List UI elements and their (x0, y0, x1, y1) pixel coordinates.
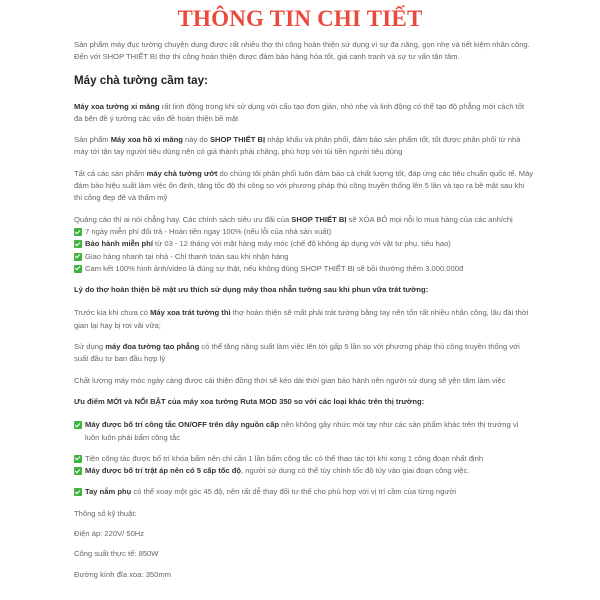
paragraph-7: Chất lượng máy móc ngày càng được cải thiện đồng thời sẽ kéo dài thời gian bảo hành nên người sử dụng sẽ yên tâm làm việc (74, 375, 506, 385)
bold-text: Bảo hành miễn phí (85, 239, 153, 249)
check-icon (74, 228, 82, 236)
bold-text: Máy xoa trát tường thì (150, 308, 231, 318)
advantage-text (85, 465, 469, 477)
advantage-item (74, 419, 534, 444)
advantages-list (74, 419, 534, 498)
benefit-item (74, 238, 534, 250)
advantage-item (74, 465, 534, 477)
advantage-text (85, 419, 534, 444)
benefit-item (74, 263, 534, 275)
text: rất linh động trong khi sử dụng với cấu tạo đơn giản, nhỏ nhẹ và linh động có thể tạo độ phẳng mới cách tốt đa bên đề ý tưởng các vấn đề hoàn thiện bề mặt (74, 101, 525, 123)
page-title: THÔNG TIN CHI TIẾT (177, 6, 423, 31)
paragraph-1 (74, 101, 534, 126)
advantage-text (85, 453, 483, 465)
advantage-text (85, 486, 456, 498)
specs-section (74, 508, 534, 581)
benefit-item (74, 251, 534, 263)
section-heading: Máy chà tường cầm tay: (74, 73, 208, 87)
bold-text: Tay nắm phụ (85, 487, 132, 497)
text: Tiện công tác được bố trí khóa bấm nên chỉ cần 1 lần bấm công tắc có thể thao tác tới khi xong 1 công đoạn nhất định (85, 453, 484, 463)
text: có thể tăng năng suất làm việc lên tới gấp 5 lần so với phương pháp thủ công truyền thống với suất đầu tư ban đầu hợp lý (74, 342, 520, 364)
text: Sử dụng (74, 342, 106, 352)
paragraph-3 (74, 168, 534, 205)
text: Cam kết 100% hình ảnh/video là đúng sự thật, nếu không đúng SHOP THIẾT BỊ sẽ bồi thường thêm 3.000.000đ (85, 263, 464, 273)
bold-text: máy đoa tường tạo phẳng (105, 342, 200, 352)
bold-text: SHOP THIẾT BỊ (209, 135, 266, 145)
check-icon (74, 253, 82, 261)
text: nhập khẩu và phân phối, đảm bảo sản phẩm tốt, tốt được phân phối từ nhà máy tới tận tay người tiêu dùng nên có giá thành phải chăng, phù hợp với túi tiền người tiêu dùng (74, 135, 521, 157)
spec-item: Đường kính đĩa xoa: 350mm (74, 569, 172, 579)
detail-content (74, 39, 534, 589)
bold-text: Máy được bố trí trật áp nên có 5 cấp tốc độ (85, 466, 242, 476)
bold-text: Máy xoa hồ xi măng (110, 135, 183, 145)
benefit-item (74, 226, 534, 238)
text: 7 ngày miễn phí đổi trả - Hoàn tiền ngay 100% (nếu lỗi của nhà sản xuất) (85, 226, 332, 236)
advantage-item (74, 486, 534, 498)
benefits-list (74, 226, 534, 275)
bold-text: Máy xoa tường xi măng (74, 101, 160, 111)
intro-paragraph: Sản phẩm máy đục tường chuyên dụng được rất nhiều thợ thi công hoàn thiện sử dụng vì sự đa năng, gọn nhẹ và tiết kiệm nhân công. Đến với SHOP THIẾT BỊ thợ thi công hoàn thiện được đảm bảo hàng hóa tốt, giá cạnh tranh và sự tư vấn tận tâm. (74, 40, 530, 62)
paragraph-4 (74, 214, 534, 226)
text: do chúng tôi phân phối luôn đảm bảo cả chất lượng tốt, đáp ứng các tiêu chuẩn quốc tế. Máy đảm bảo hiệu suất làm việc ổn định, tăng tốc độ thi công so với phương pháp thủ công truyền thống lên 5 lần và tạo ra bề mặt sau khi thi công đẹp đẽ và thẩm mỹ (74, 168, 534, 203)
text: Sản phẩm (74, 135, 111, 145)
benefit-text (85, 226, 331, 238)
text: , người sử dụng có thể tùy chỉnh tốc độ tùy vào giai đoạn công việc. (241, 466, 470, 476)
bold-text: Máy được bố trí công tắc ON/OFF trên dây nguồn cấp (85, 420, 280, 430)
text: sẽ XÓA BỎ mọi nỗi lo mua hàng của các anh/chị (346, 214, 513, 224)
check-icon (74, 455, 82, 463)
check-icon (74, 488, 82, 496)
check-icon (74, 421, 82, 429)
text: này do (182, 135, 210, 145)
text: Trước kia khi chưa có (74, 308, 151, 318)
paragraph-2 (74, 134, 534, 159)
text: Tất cả các sản phẩm (74, 168, 147, 178)
check-icon (74, 265, 82, 273)
text: từ 03 - 12 tháng với mặt hàng máy móc (chế độ không áp dụng với vật tư phụ, tiêu hao) (152, 239, 451, 249)
check-icon (74, 467, 82, 475)
paragraph-6 (74, 341, 534, 366)
benefit-text (85, 263, 463, 275)
benefit-text (85, 251, 289, 263)
text: Quảng cáo thì ai nói chẳng hay. Các chính sách siêu ưu đãi của (74, 214, 292, 224)
spec-item: Công suất thực tế: 850W (74, 549, 159, 559)
check-icon (74, 240, 82, 248)
reason-heading: Lý do thợ hoàn thiện bề mặt ưu thích sử dụng máy thoa nhẵn tường sau khi phun vữa trát tường: (74, 285, 429, 295)
advantages-heading: Ưu điểm MỚI và NỔI BẬT của máy xoa tường Ruta MOD 350 so với các loại khác trên thị trường: (74, 396, 425, 406)
bold-text: SHOP THIẾT BỊ (291, 214, 347, 224)
paragraph-5 (74, 307, 534, 332)
bold-text: máy chà tường ướt (146, 168, 218, 178)
benefit-text (85, 238, 451, 250)
advantage-item (74, 453, 534, 465)
text: có thể xoay một góc 45 độ, nên rất dễ thay đổi tư thế cho phù hợp với vị trí cầm của từng người (131, 487, 457, 497)
specs-heading: Thông số kỹ thuật: (74, 508, 137, 518)
text: Giao hàng nhanh tại nhà - Chỉ thanh toán sau khi nhận hàng (85, 251, 289, 261)
text: thợ hoàn thiện sẽ mất phải trát tường bằng tay nên tốn rất nhiều nhân công, lâu đài thời gian lại hay bị rơi vãi vữa; (74, 308, 529, 330)
spec-item: Điện áp: 220V/ 50Hz (74, 529, 145, 539)
text: nên không gây nhức mỏi tay như các sản phẩm khác trên thị trường vì luôn luôn phải bấm công tắc (85, 420, 519, 442)
